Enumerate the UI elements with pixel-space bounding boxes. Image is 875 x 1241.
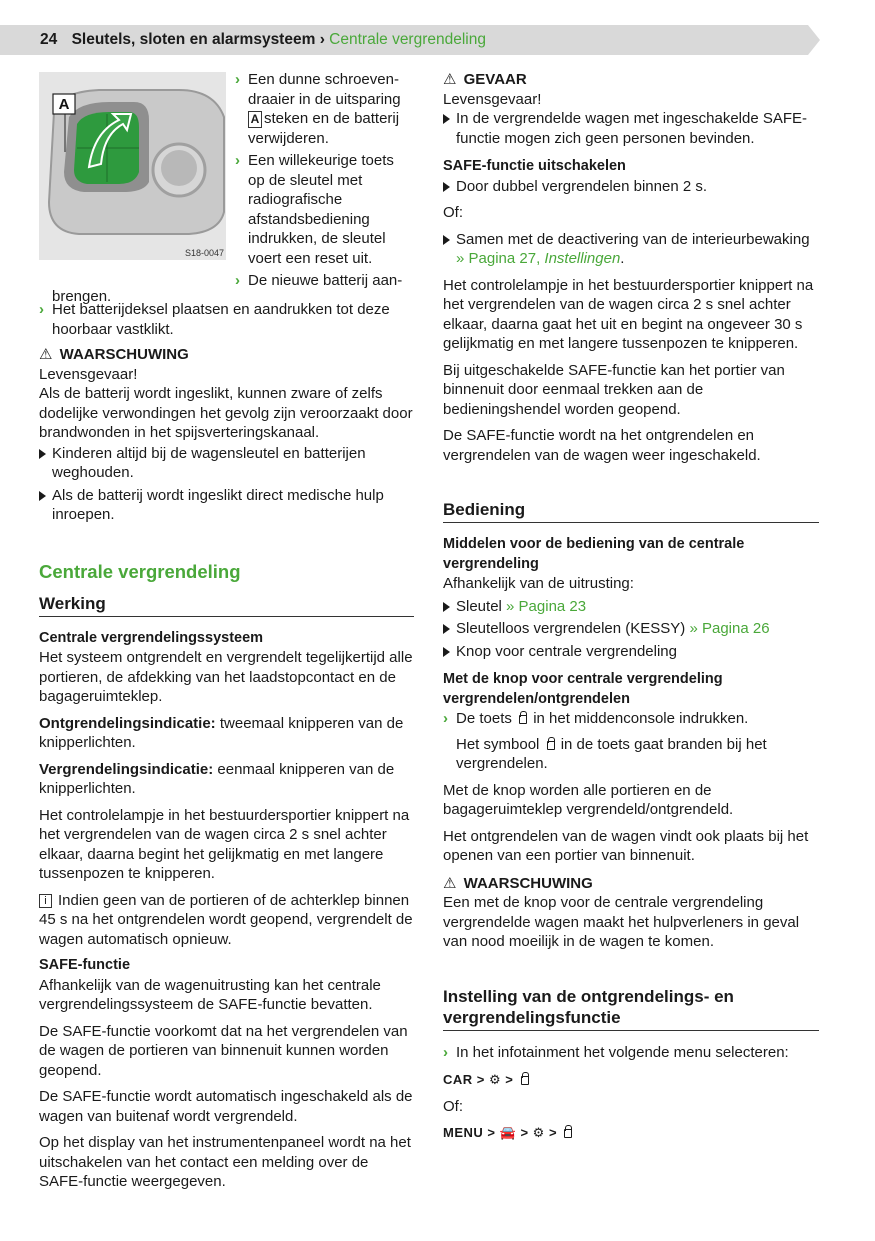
bullet-text: Door dubbel vergrendelen binnen 2 s. bbox=[456, 177, 708, 195]
item-text: Sleutelloos vergrendelen (KESSY) bbox=[456, 620, 690, 637]
triangle-bullet-icon bbox=[443, 114, 450, 124]
arrow: > bbox=[476, 1072, 485, 1087]
warning-title: WAARSCHUWING bbox=[463, 874, 593, 892]
menu-label[interactable]: MENU bbox=[443, 1125, 484, 1140]
label: Ontgrendelingsindicatie: bbox=[39, 714, 216, 732]
step-3 bbox=[235, 271, 413, 291]
paragraph: Het controlelampje in het bestuurdersportier knippert na het vergrendelen van de wagen circa 2 s snel achter elkaar, daarna begint het gelijkmatig en met langere tussenpozen te knipperen. bbox=[39, 806, 410, 882]
step-4 bbox=[39, 300, 414, 339]
arrow: > bbox=[505, 1072, 514, 1087]
bullet bbox=[443, 230, 819, 269]
danger-line: Levensgevaar! bbox=[443, 90, 542, 108]
warning-heading bbox=[443, 874, 819, 894]
page-reference-link[interactable]: » Pagina 26 bbox=[689, 620, 770, 637]
key-battery-figure bbox=[39, 72, 226, 260]
figure-block bbox=[39, 70, 414, 305]
info-paragraph bbox=[39, 891, 414, 950]
paragraph: Het ontgrendelen van de wagen vindt ook plaats bij het openen van een portier van binnenuit. bbox=[443, 827, 809, 864]
text: in de toets gaat branden bij het vergrendelen. bbox=[456, 735, 767, 772]
breadcrumb-separator: › bbox=[319, 31, 325, 48]
ref-text: » Pagina 27, bbox=[456, 250, 545, 267]
heading-button-lock: Met de knop voor centrale vergrendeling vergrendelen/ontgrendelen bbox=[443, 671, 723, 707]
step-2-text: Een willekeurige toets op de sleutel met radiografische afstandsbediening indrukken, de sleutel voert een reset uit. bbox=[248, 152, 394, 267]
triangle-bullet-icon bbox=[443, 624, 450, 634]
warning-line: Levensgevaar! bbox=[39, 365, 138, 383]
chevron-icon: › bbox=[235, 71, 240, 88]
text: Het symbool bbox=[456, 735, 544, 753]
item-text: Knop voor centrale vergrendeling bbox=[456, 642, 677, 660]
punctuation: . bbox=[620, 250, 625, 267]
warning-icon: ⚠ bbox=[443, 874, 457, 892]
subsection-heading-werking: Werking bbox=[39, 593, 414, 617]
danger-heading bbox=[443, 70, 819, 90]
triangle-bullet-icon bbox=[443, 602, 450, 612]
danger-title: GEVAAR bbox=[463, 71, 527, 88]
list-item bbox=[443, 597, 819, 617]
subsection-heading-settings: Instelling van de ontgrendelings- en vergrendelingsfunctie bbox=[443, 986, 819, 1031]
bullet-text: Samen met de deactivering van de interieurbewaking bbox=[456, 230, 810, 248]
paragraph bbox=[443, 735, 819, 774]
key-illustration bbox=[39, 72, 226, 260]
warning-title: WAARSCHUWING bbox=[59, 346, 189, 363]
paragraph: Het controlelampje in het bestuurdersportier knippert na het vergrendelen van de wagen circa 2 s snel achter elkaar, daarna gaat het uit en begint na ongeveer 30 s gelijkmatig en met langere tussenpozen te knipperen. bbox=[443, 276, 814, 352]
arrow: > bbox=[520, 1125, 529, 1140]
page-number: 24 bbox=[40, 31, 58, 48]
list-item bbox=[443, 642, 819, 662]
paragraph: Afhankelijk van de wagenuitrusting kan het centrale vergrendelingssysteem de SAFE-functie bevatten. bbox=[39, 976, 381, 1013]
section-heading: Centrale vergrendeling bbox=[39, 560, 241, 582]
ref-italic: Instellingen bbox=[544, 250, 621, 267]
step-1-text-end: steken en de batterij verwijderen. bbox=[248, 110, 400, 147]
heading-safe-off: SAFE-functie uitschakelen bbox=[443, 158, 626, 174]
text: Indien geen van de portieren of de achterklep binnen 45 s na het ontgrendelen wordt geopend, vergrendelt de wagen automatisch opnieuw. bbox=[39, 891, 413, 948]
left-column bbox=[39, 70, 414, 1199]
danger-bullet bbox=[443, 109, 819, 148]
lock-icon[interactable] bbox=[521, 1076, 529, 1085]
paragraph: Met de knop worden alle portieren en de bagageruimteklep vergrendeld/ontgrendeld. bbox=[443, 781, 734, 818]
heading-safe-function: SAFE-functie bbox=[39, 957, 131, 973]
paragraph: De SAFE-functie wordt automatisch ingeschakeld als de wagen van buitenaf wordt vergrendeld. bbox=[39, 1088, 413, 1125]
paragraph: De SAFE-functie wordt na het ontgrendelen en vergrendelen van de wagen weer ingeschakeld. bbox=[443, 427, 761, 464]
paragraph: De SAFE-functie voorkomt dat na het vergrendelen van de wagen de portieren van binnenuit kunnen worden geopend. bbox=[39, 1022, 408, 1079]
figure-code: S18-0047 bbox=[184, 248, 224, 258]
item-text: Sleutel bbox=[456, 597, 507, 615]
text: In het infotainment het volgende menu selecteren: bbox=[456, 1043, 789, 1061]
page-header bbox=[0, 25, 820, 55]
step-1 bbox=[235, 70, 413, 148]
label-a-box: A bbox=[248, 111, 262, 128]
bullet-text: Als de batterij wordt ingeslikt direct medische hulp inroepen. bbox=[52, 486, 384, 523]
car-menu-label[interactable]: CAR bbox=[443, 1072, 473, 1087]
text: eenmaal knipperen van de knipperlichten. bbox=[39, 760, 395, 797]
bullet-text: Kinderen altijd bij de wagensleutel en batterijen weghouden. bbox=[52, 444, 366, 481]
heading-control-means: Middelen voor de bediening van de centrale vergrendeling bbox=[443, 536, 745, 572]
triangle-bullet-icon bbox=[39, 491, 46, 501]
chapter-title: Sleutels, sloten en alarmsysteem bbox=[71, 31, 316, 48]
paragraph-unlock-indication bbox=[39, 714, 414, 753]
warning-body: Een met de knop voor de centrale vergrendeling vergrendelde wagen maakt het hulpverleners in geval van nood moeilijk in de wagen te komen. bbox=[443, 894, 800, 950]
bullet-text: In de vergrendelde wagen met ingeschakelde SAFE-functie mogen zich geen personen bevinden. bbox=[456, 110, 808, 147]
header-text bbox=[40, 31, 486, 49]
step-4-text: Het batterijdeksel plaatsen en aandrukken tot deze hoorbaar vastklikt. bbox=[52, 301, 390, 338]
step-2 bbox=[235, 151, 413, 268]
step-3-text: De nieuwe batterij aan- bbox=[248, 272, 403, 289]
lock-icon[interactable] bbox=[564, 1129, 572, 1138]
triangle-bullet-icon bbox=[443, 182, 450, 192]
text: De toets bbox=[456, 710, 517, 727]
info-icon: i bbox=[39, 894, 52, 908]
chevron-icon: › bbox=[235, 152, 240, 169]
warning-icon: ⚠ bbox=[443, 71, 457, 88]
paragraph-lock-indication bbox=[39, 760, 414, 799]
triangle-bullet-icon bbox=[443, 235, 450, 245]
arrow: > bbox=[548, 1125, 558, 1140]
warning-bullet-1 bbox=[39, 444, 414, 483]
menu-path-1 bbox=[443, 1070, 819, 1090]
page-reference-link[interactable] bbox=[456, 250, 620, 267]
settings-gear-icon[interactable]: ⚙ bbox=[489, 1072, 502, 1087]
lock-icon bbox=[547, 741, 555, 750]
paragraph: Afhankelijk van de uitrusting: bbox=[443, 575, 634, 592]
figure-side-steps bbox=[235, 70, 413, 294]
list-item bbox=[443, 619, 819, 639]
step bbox=[443, 1043, 819, 1063]
warning-heading bbox=[39, 345, 414, 365]
car-icon[interactable]: 🚘 bbox=[499, 1125, 517, 1140]
chevron-icon: › bbox=[235, 272, 240, 289]
step-1-text: Een dunne schroeven-draaier in de uitsparing bbox=[248, 71, 401, 108]
chevron-icon: › bbox=[39, 301, 44, 318]
chevron-icon: › bbox=[443, 710, 448, 727]
bullet bbox=[443, 177, 819, 197]
arrow: > bbox=[487, 1125, 496, 1140]
paragraph: Bij uitgeschakelde SAFE-functie kan het portier van binnenuit door eenmaal trekken aan de bedieningshendel worden geopend. bbox=[443, 361, 785, 418]
page-reference-link[interactable]: » Pagina 23 bbox=[506, 597, 587, 615]
or-text: Of: bbox=[443, 204, 464, 221]
figure-label-a: A bbox=[58, 96, 70, 113]
settings-gear-icon[interactable]: ⚙ bbox=[532, 1125, 545, 1140]
paragraph: Op het display van het instrumentenpaneel wordt na het uitschakelen van het contact een melding over de SAFE-functie weergegeven. bbox=[39, 1134, 411, 1190]
step-3-continued: brengen. bbox=[52, 288, 112, 305]
section-title: Centrale vergrendeling bbox=[329, 31, 486, 48]
paragraph: Het systeem ontgrendelt en vergrendelt tegelijkertijd alle portieren, de afdekking van het laadstopcontact en de bagageruimteklep. bbox=[39, 649, 413, 705]
right-column bbox=[443, 70, 819, 1150]
chevron-icon: › bbox=[443, 1043, 448, 1061]
warning-icon: ⚠ bbox=[39, 346, 53, 363]
text: in het middenconsole indrukken. bbox=[529, 710, 749, 727]
heading-central-locking-system: Centrale vergrendelingssysteem bbox=[39, 629, 264, 646]
label: Vergrendelingsindicatie: bbox=[39, 760, 214, 778]
warning-bullet-2 bbox=[39, 486, 414, 525]
or-text: Of: bbox=[443, 1097, 464, 1115]
menu-path-2 bbox=[443, 1123, 819, 1143]
lock-icon bbox=[519, 715, 527, 724]
step bbox=[443, 709, 819, 729]
warning-body: Als de batterij wordt ingeslikt, kunnen zware of zelfs dodelijke verwondingen het gevolg zijn veroorzaakt door brandwonden in het spijsverteringskanaal. bbox=[39, 385, 413, 441]
text: tweemaal knipperen van de knipperlichten. bbox=[39, 714, 404, 751]
triangle-bullet-icon bbox=[443, 647, 450, 657]
subsection-heading-bediening: Bediening bbox=[443, 499, 819, 523]
triangle-bullet-icon bbox=[39, 449, 46, 459]
